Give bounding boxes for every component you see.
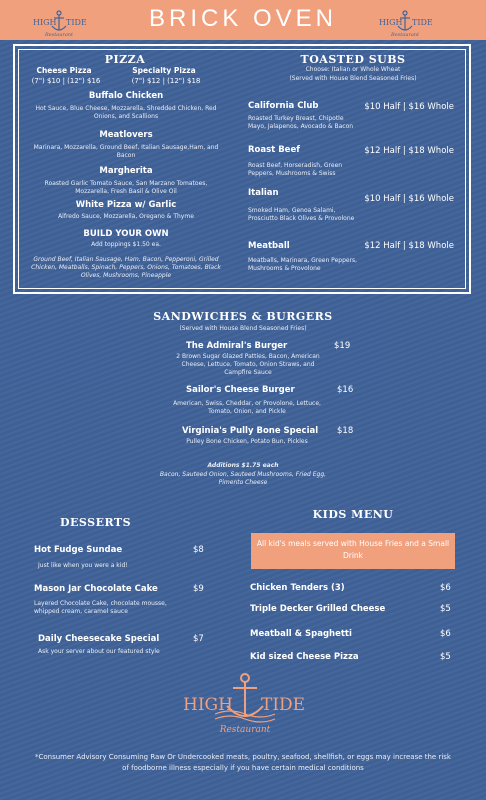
specialty-pizza-label: Specialty Pizza	[132, 66, 196, 75]
cheese-pizza-prices: (7") $10 | (12") $16	[31, 77, 101, 85]
desserts-title: DESSERTS	[60, 516, 132, 529]
sub-item-price: $10 Half | $16 Whole	[364, 194, 454, 204]
dessert-item-name: Hot Fudge Sundae	[34, 545, 123, 555]
logo-left	[30, 8, 88, 38]
burger-item-name: The Admiral's Burger	[186, 341, 288, 351]
consumer-advisory: *Consumer Advisory Consuming Raw Or Undercooked meats, poultry, seafood, shellfish, or eggs may increase the risk of foodborne illness especially if you have certain medical conditions	[34, 753, 451, 772]
build-your-own-title: BUILD YOUR OWN	[83, 229, 169, 239]
pizza-item-name: Meatlovers	[99, 130, 153, 140]
pizza-item-desc: Roasted Garlic Tomato Sauce, San Marzano Tomatoes, Mozzarella, Fresh Basil & Olive Oil	[44, 180, 208, 195]
dessert-item-price: $9	[193, 584, 204, 594]
kids-item-name: Triple Decker Grilled Cheese	[250, 604, 386, 614]
pizza-item-desc: Alfredo Sauce, Mozzarella, Oregano & Thyme	[58, 213, 194, 220]
logo-right	[376, 8, 434, 38]
pizza-title: PIZZA	[104, 53, 146, 66]
cheese-pizza-label: Cheese Pizza	[36, 66, 92, 75]
kids-item-price: $5	[440, 652, 451, 662]
subs-served-with: (Served with House Blend Seasoned Fries)	[289, 75, 417, 82]
sub-item-name: Italian	[248, 188, 279, 198]
svg-text:Restaurant: Restaurant	[219, 725, 271, 734]
dessert-item-desc: Just like when you were a kid!	[38, 562, 128, 569]
burger-item-desc: American, Swiss, Cheddar, or Provolone, Lettuce, Tomato, Onion, and Pickle	[173, 400, 321, 415]
svg-text:TIDE: TIDE	[261, 695, 306, 715]
svg-text:Restaurant: Restaurant	[390, 32, 420, 38]
sub-item-price: $12 Half | $18 Whole	[364, 241, 454, 251]
kids-title: KIDS MENU	[312, 508, 394, 521]
pizza-item-desc: Marinara, Mozzarella, Ground Beef, Italian Sausage,Ham, and Bacon	[33, 144, 219, 159]
dessert-item-name: Daily Cheesecake Special	[38, 634, 160, 644]
svg-text:TIDE: TIDE	[66, 18, 87, 27]
sub-item-price: $10 Half | $16 Whole	[364, 102, 454, 112]
pizza-item-name: White Pizza w/ Garlic	[75, 200, 177, 210]
pizza-item-name: Buffalo Chicken	[88, 91, 164, 101]
sub-item-desc: Roasted Turkey Breast, Chipotle Mayo, Jalapenos, Avocado & Bacon	[248, 115, 354, 130]
sub-item-name: Meatball	[248, 241, 290, 251]
kids-item-name: Chicken Tenders (3)	[250, 583, 345, 593]
dessert-item-name: Mason Jar Chocolate Cake	[34, 584, 158, 594]
sub-item-desc: Roast Beef, Horseradish, Green Peppers, Mushrooms & Swiss	[248, 162, 343, 177]
build-your-own-toppings: Ground Beef, Italian Sausage, Ham, Bacon, Pepperoni, Grilled Chicken, Meatballs, Spinach, Peppers, Onions, Tomatoes, Black Olives, Mushrooms, Pineapple	[31, 256, 221, 279]
svg-text:HIGH: HIGH	[379, 18, 403, 27]
dessert-item-desc: Layered Chocolate Cake, chocolate mousse, whipped cream, caramel sauce	[34, 600, 167, 615]
dessert-item-price: $8	[193, 545, 204, 555]
burger-item-desc: 2 Brown Sugar Glazed Patties, Bacon, American Cheese, Lettuce, Tomato, Onion Straws, and Campfire Sauce	[176, 353, 320, 376]
sandwiches-served-with: (Served with House Blend Seasoned Fries)	[179, 325, 307, 332]
subs-title: TOASTED SUBS	[300, 53, 406, 66]
sub-item-name: California Club	[248, 101, 319, 111]
page-title: BRICK OVEN	[148, 5, 338, 32]
high-tide-logo	[175, 672, 315, 734]
burger-item-price: $19	[334, 341, 351, 351]
dessert-item-desc: Ask your server about our featured style	[38, 648, 160, 655]
sandwiches-title: SANDWICHES & BURGERS	[153, 310, 333, 323]
kids-item-price: $6	[440, 583, 451, 593]
build-your-own-price: Add toppings $1.50 ea.	[91, 241, 161, 248]
sub-item-desc: Smoked Ham, Genoa Salami, Prosciutto Black Olives & Provolone	[248, 207, 355, 222]
svg-text:HIGH: HIGH	[183, 695, 233, 715]
burger-item-desc: Pulley Bone Chicken, Potato Bun, Pickles	[186, 438, 308, 445]
svg-text:TIDE: TIDE	[412, 18, 433, 27]
kids-banner: All kid's meals served with House Fries and a Small Drink	[251, 533, 455, 569]
subs-bread-choice: Choose: Italian or Whole Wheat	[305, 66, 401, 73]
burger-item-name: Sailor's Cheese Burger	[186, 385, 295, 395]
pizza-item-desc: Hot Sauce, Blue Cheese, Mozzarella, Shredded Chicken, Red Onions, and Scallions	[35, 105, 217, 120]
burger-item-price: $16	[337, 385, 354, 395]
svg-text:HIGH: HIGH	[33, 18, 57, 27]
dessert-item-price: $7	[193, 634, 204, 644]
burger-item-name: Virginia's Pully Bone Special	[182, 426, 319, 436]
burger-item-price: $18	[337, 426, 354, 436]
pizza-item-name: Margherita	[99, 166, 153, 176]
additions-title: Additions $1.75 each	[207, 462, 279, 469]
additions-list: Bacon, Sauteed Onion, Sauteed Mushrooms, Fried Egg, Pimento Cheese	[159, 471, 327, 486]
kids-item-price: $6	[440, 629, 451, 639]
sub-item-desc: Meatballs, Marinara, Green Peppers, Mushrooms & Provolone	[248, 257, 358, 272]
specialty-pizza-prices: (7") $12 | (12") $18	[131, 77, 201, 85]
sub-item-price: $12 Half | $18 Whole	[364, 146, 454, 156]
kids-item-name: Kid sized Cheese Pizza	[250, 652, 359, 662]
kids-item-price: $5	[440, 604, 451, 614]
svg-text:Restaurant: Restaurant	[44, 32, 74, 38]
sub-item-name: Roast Beef	[248, 145, 300, 155]
kids-item-name: Meatball & Spaghetti	[250, 629, 352, 639]
